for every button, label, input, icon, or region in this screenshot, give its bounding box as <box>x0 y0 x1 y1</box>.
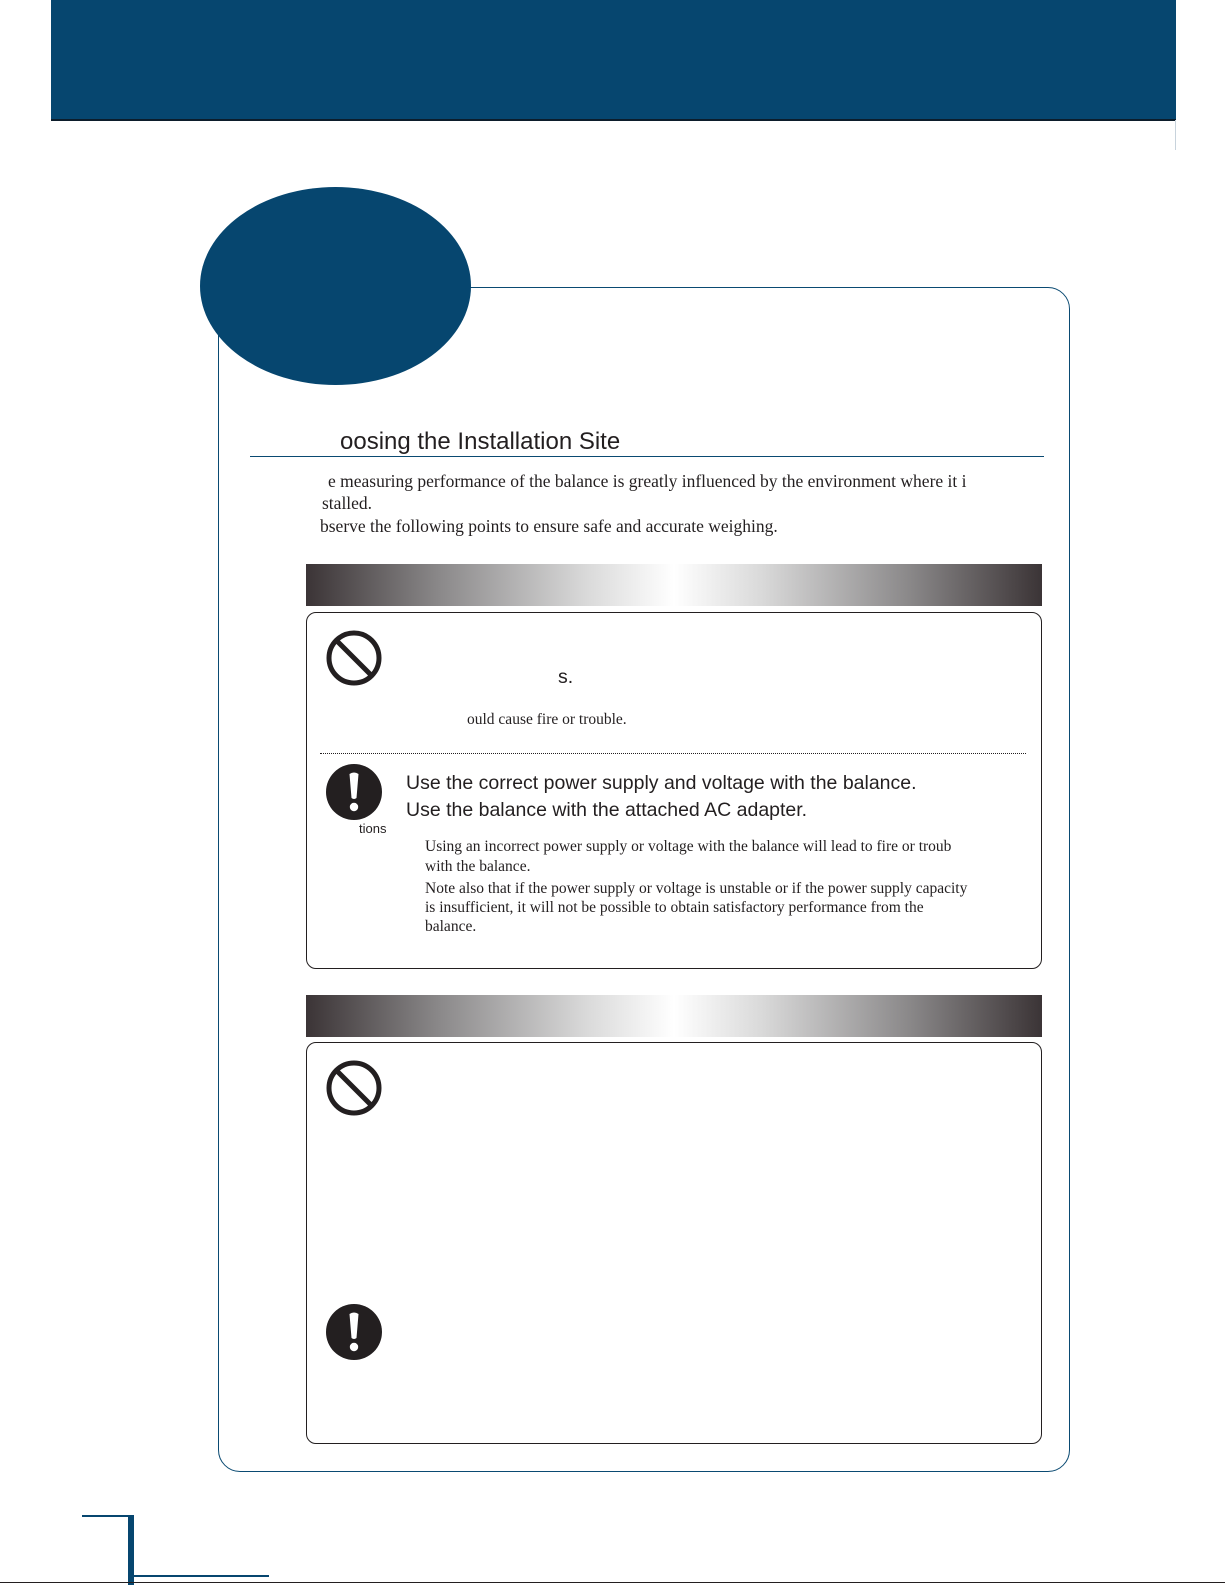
footer-underline <box>134 1575 269 1577</box>
intro-line-2: stalled. <box>322 493 373 513</box>
exclamation-icon <box>325 763 383 821</box>
prohibit-body: ould cause fire or trouble. <box>467 711 627 728</box>
panel-divider <box>320 753 1026 754</box>
caution-label: tions <box>359 821 387 836</box>
caution-body-5: balance. <box>425 918 477 935</box>
header-band <box>51 0 1176 121</box>
chapter-oval-badge <box>200 187 471 385</box>
caution-heading-1: Use the correct power supply and voltage with the balance. <box>406 772 917 794</box>
exclamation-icon <box>325 1303 383 1361</box>
warning-banner-2 <box>306 995 1042 1037</box>
prohibit-heading-fragment: s. <box>558 666 574 688</box>
header-tick <box>1175 120 1176 150</box>
caution-body-2: with the balance. <box>425 858 531 875</box>
caution-body-4: is insufficient, it will not be possible to obtain satisfactory performance from the <box>425 899 924 916</box>
caution-heading-2: Use the balance with the attached AC adapter. <box>406 799 808 821</box>
prohibition-icon <box>325 629 383 687</box>
footer-rule <box>82 1515 134 1517</box>
caution-body-3: Note also that if the power supply or voltage is unstable or if the power supply capacity <box>425 880 968 897</box>
intro-line-1: e measuring performance of the balance is greatly influenced by the environment where it i <box>328 471 967 491</box>
prohibition-icon <box>325 1059 383 1117</box>
footer-bottom-rule <box>0 1582 1225 1583</box>
intro-line-3: bserve the following points to ensure safe and accurate weighing. <box>320 516 778 536</box>
title-underline <box>250 456 1044 457</box>
warning-banner-1 <box>306 564 1042 606</box>
caution-body-1: Using an incorrect power supply or voltage with the balance will lead to fire or troub <box>425 838 952 855</box>
section-title: oosing the Installation Site <box>340 428 621 455</box>
warning-panel-2 <box>306 1042 1042 1444</box>
